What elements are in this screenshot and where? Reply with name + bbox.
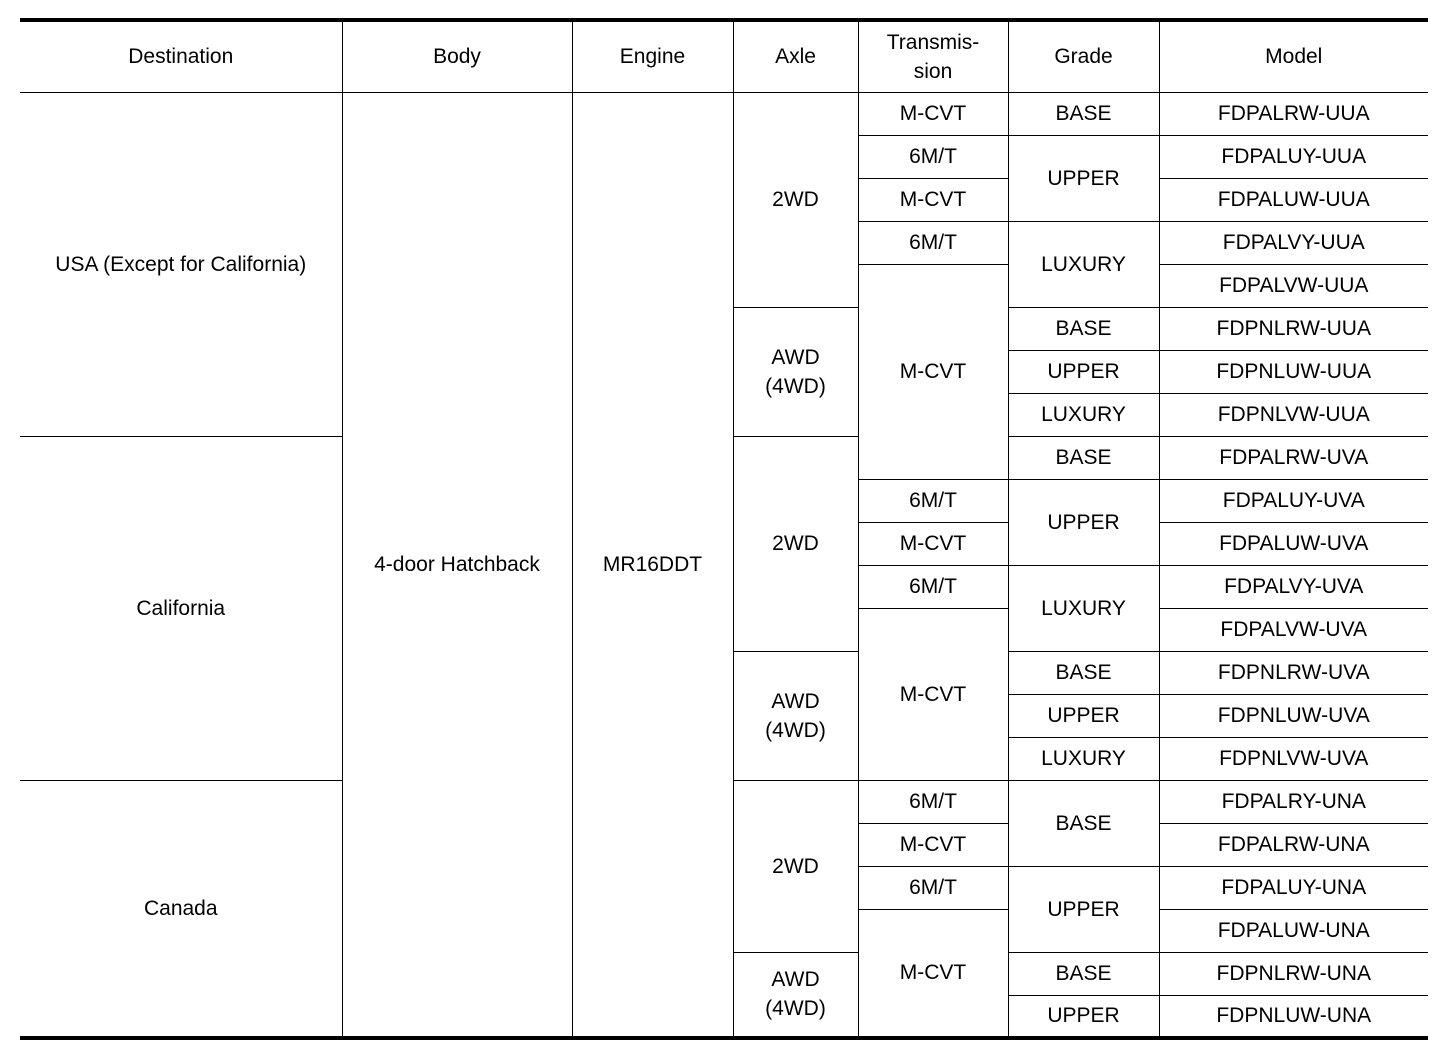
- transmission-cell: M-CVT: [858, 264, 1008, 479]
- model-cell: FDPALUW-UUA: [1159, 178, 1428, 221]
- axle-awd-line2: (4WD): [765, 374, 826, 398]
- model-cell: FDPNLUW-UNA: [1159, 995, 1428, 1038]
- transmission-cell: M-CVT: [858, 92, 1008, 135]
- model-cell: FDPALVW-UUA: [1159, 264, 1428, 307]
- header-model: Model: [1159, 20, 1428, 92]
- model-cell: FDPNLUW-UVA: [1159, 694, 1428, 737]
- transmission-cell: 6M/T: [858, 866, 1008, 909]
- engine-cell: MR16DDT: [572, 92, 733, 1038]
- model-cell: FDPALVY-UVA: [1159, 565, 1428, 608]
- model-cell: FDPALVY-UUA: [1159, 221, 1428, 264]
- grade-cell: LUXURY: [1008, 221, 1159, 307]
- transmission-cell: M-CVT: [858, 909, 1008, 1038]
- model-cell: FDPALUY-UNA: [1159, 866, 1428, 909]
- model-cell: FDPALUW-UNA: [1159, 909, 1428, 952]
- model-cell: FDPNLVW-UVA: [1159, 737, 1428, 780]
- destination-canada: Canada: [20, 780, 342, 1038]
- header-transmission: [858, 20, 1008, 92]
- grade-cell: UPPER: [1008, 866, 1159, 952]
- axle-awd-line2: (4WD): [765, 718, 826, 742]
- model-cell: FDPALRW-UUA: [1159, 92, 1428, 135]
- header-transmission-line2: sion: [913, 59, 953, 83]
- model-cell: FDPALRW-UNA: [1159, 823, 1428, 866]
- header-engine: Engine: [572, 20, 733, 92]
- header-row: [20, 20, 1428, 92]
- model-cell: FDPALRY-UNA: [1159, 780, 1428, 823]
- destination-california: California: [20, 436, 342, 780]
- model-cell: FDPNLRW-UNA: [1159, 952, 1428, 995]
- header-destination: Destination: [20, 20, 342, 92]
- axle-awd-line2: (4WD): [765, 997, 826, 1021]
- axle-awd-line1: AWD: [771, 345, 820, 369]
- model-variation-table-container: [20, 18, 1428, 1038]
- grade-cell: UPPER: [1008, 694, 1159, 737]
- axle-cell: 2WD: [733, 92, 858, 307]
- grade-cell: BASE: [1008, 780, 1159, 866]
- transmission-cell: M-CVT: [858, 178, 1008, 221]
- model-cell: FDPALRW-UVA: [1159, 436, 1428, 479]
- transmission-cell: M-CVT: [858, 823, 1008, 866]
- model-cell: FDPALVW-UVA: [1159, 608, 1428, 651]
- transmission-cell: M-CVT: [858, 608, 1008, 780]
- model-cell: FDPNLVW-UUA: [1159, 393, 1428, 436]
- grade-cell: BASE: [1008, 651, 1159, 694]
- transmission-cell: M-CVT: [858, 522, 1008, 565]
- model-cell: FDPNLRW-UUA: [1159, 307, 1428, 350]
- grade-cell: BASE: [1008, 92, 1159, 135]
- model-cell: FDPALUW-UVA: [1159, 522, 1428, 565]
- grade-cell: UPPER: [1008, 995, 1159, 1038]
- axle-cell: 2WD: [733, 436, 858, 651]
- header-transmission-line1: Transmis-: [886, 30, 980, 54]
- grade-cell: UPPER: [1008, 350, 1159, 393]
- table-row: [20, 92, 1428, 135]
- model-cell: FDPNLUW-UUA: [1159, 350, 1428, 393]
- grade-cell: BASE: [1008, 307, 1159, 350]
- axle-cell: [733, 307, 858, 436]
- transmission-cell: 6M/T: [858, 780, 1008, 823]
- grade-cell: BASE: [1008, 436, 1159, 479]
- body-cell: 4-door Hatchback: [342, 92, 572, 1038]
- grade-cell: BASE: [1008, 952, 1159, 995]
- axle-awd-line1: AWD: [771, 689, 820, 713]
- axle-awd-line1: AWD: [771, 968, 820, 992]
- grade-cell: LUXURY: [1008, 393, 1159, 436]
- axle-cell: [733, 651, 858, 780]
- transmission-cell: 6M/T: [858, 565, 1008, 608]
- destination-usa: USA (Except for California): [20, 92, 342, 436]
- header-axle: Axle: [733, 20, 858, 92]
- transmission-cell: 6M/T: [858, 135, 1008, 178]
- header-body: Body: [342, 20, 572, 92]
- axle-cell: [733, 952, 858, 1038]
- model-cell: FDPALUY-UVA: [1159, 479, 1428, 522]
- model-variation-table: [20, 18, 1428, 1040]
- model-cell: FDPALUY-UUA: [1159, 135, 1428, 178]
- grade-cell: LUXURY: [1008, 737, 1159, 780]
- header-grade: Grade: [1008, 20, 1159, 92]
- axle-cell: 2WD: [733, 780, 858, 952]
- grade-cell: LUXURY: [1008, 565, 1159, 651]
- transmission-cell: 6M/T: [858, 479, 1008, 522]
- grade-cell: UPPER: [1008, 135, 1159, 221]
- model-cell: FDPNLRW-UVA: [1159, 651, 1428, 694]
- transmission-cell: 6M/T: [858, 221, 1008, 264]
- grade-cell: UPPER: [1008, 479, 1159, 565]
